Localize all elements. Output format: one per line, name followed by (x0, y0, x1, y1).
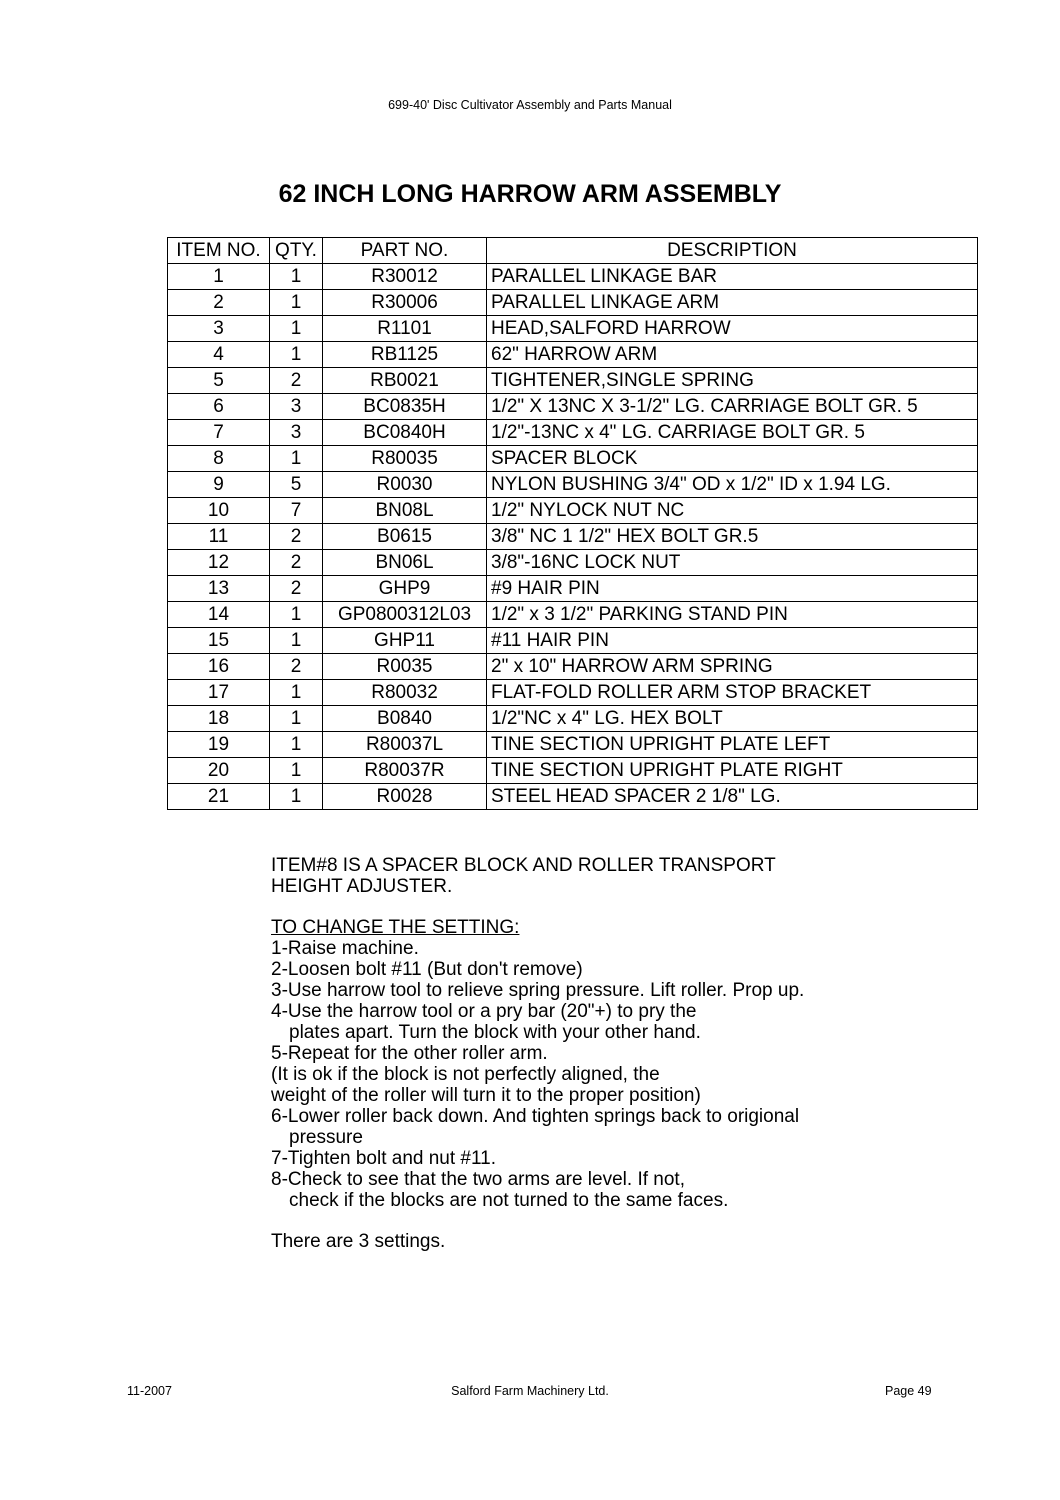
setting-notes (271, 855, 971, 1252)
manual-header: 699-40' Disc Cultivator Assembly and Parts Manual (388, 98, 672, 112)
item-no-cell: 3 (168, 316, 270, 342)
description-cell: 1/2" X 13NC X 3-1/2" LG. CARRIAGE BOLT GR. 5 (487, 394, 978, 420)
table-row (168, 654, 978, 680)
table-row (168, 342, 978, 368)
qty-cell: 1 (270, 680, 323, 706)
parts-table-body (168, 264, 978, 810)
header-item-no: ITEM NO. (168, 238, 270, 264)
part-no-cell: RB1125 (323, 342, 487, 368)
note-step-8-cont: check if the blocks are not turned to the same faces. (289, 1190, 729, 1211)
note-step-1: 1-Raise machine. (271, 938, 419, 959)
note-step-6-cont: pressure (289, 1127, 363, 1148)
item-no-cell: 7 (168, 420, 270, 446)
description-cell: 62" HARROW ARM (487, 342, 978, 368)
table-row (168, 758, 978, 784)
part-no-cell: BC0840H (323, 420, 487, 446)
description-cell: #9 HAIR PIN (487, 576, 978, 602)
note-settings-count: There are 3 settings. (271, 1231, 446, 1252)
item-no-cell: 5 (168, 368, 270, 394)
description-cell: SPACER BLOCK (487, 446, 978, 472)
footer-page-number: Page 49 (885, 1384, 932, 1398)
part-no-cell: R1101 (323, 316, 487, 342)
note-heading: TO CHANGE THE SETTING: (271, 917, 520, 938)
qty-cell: 2 (270, 576, 323, 602)
footer-company: Salford Farm Machinery Ltd. (451, 1384, 609, 1398)
part-no-cell: B0840 (323, 706, 487, 732)
part-no-cell: R0035 (323, 654, 487, 680)
item-no-cell: 8 (168, 446, 270, 472)
note-step-4: 4-Use the harrow tool or a pry bar (20"+) to pry the (271, 1001, 697, 1022)
part-no-cell: BN06L (323, 550, 487, 576)
part-no-cell: GHP11 (323, 628, 487, 654)
description-cell: 1/2" NYLOCK NUT NC (487, 498, 978, 524)
qty-cell: 1 (270, 628, 323, 654)
table-row (168, 316, 978, 342)
description-cell: STEEL HEAD SPACER 2 1/8" LG. (487, 784, 978, 810)
item-no-cell: 4 (168, 342, 270, 368)
item-no-cell: 1 (168, 264, 270, 290)
note-step-3: 3-Use harrow tool to relieve spring pressure. Lift roller. Prop up. (271, 980, 805, 1001)
part-no-cell: R80037L (323, 732, 487, 758)
table-row (168, 420, 978, 446)
table-row (168, 784, 978, 810)
footer-date: 11-2007 (127, 1384, 172, 1398)
note-step-5: 5-Repeat for the other roller arm. (271, 1043, 548, 1064)
table-row (168, 732, 978, 758)
part-no-cell: GHP9 (323, 576, 487, 602)
header-qty: QTY. (270, 238, 323, 264)
description-cell: PARALLEL LINKAGE ARM (487, 290, 978, 316)
note-step-2: 2-Loosen bolt #11 (But don't remove) (271, 959, 583, 980)
qty-cell: 1 (270, 784, 323, 810)
table-row (168, 368, 978, 394)
table-row (168, 680, 978, 706)
part-no-cell: RB0021 (323, 368, 487, 394)
item-no-cell: 2 (168, 290, 270, 316)
part-no-cell: BN08L (323, 498, 487, 524)
qty-cell: 2 (270, 550, 323, 576)
part-no-cell: R30006 (323, 290, 487, 316)
item-no-cell: 16 (168, 654, 270, 680)
table-row (168, 264, 978, 290)
item-no-cell: 9 (168, 472, 270, 498)
note-step-6: 6-Lower roller back down. And tighten springs back to origional (271, 1106, 800, 1127)
table-row (168, 394, 978, 420)
qty-cell: 3 (270, 394, 323, 420)
note-step-8: 8-Check to see that the two arms are level. If not, (271, 1169, 685, 1190)
qty-cell: 1 (270, 758, 323, 784)
qty-cell: 3 (270, 420, 323, 446)
qty-cell: 2 (270, 524, 323, 550)
note-step-5-aside-cont: weight of the roller will turn it to the proper position) (271, 1085, 701, 1106)
qty-cell: 1 (270, 316, 323, 342)
note-step-4-cont: plates apart. Turn the block with your other hand. (289, 1022, 701, 1043)
item-no-cell: 11 (168, 524, 270, 550)
parts-table (167, 237, 978, 810)
part-no-cell: GP0800312L03 (323, 602, 487, 628)
qty-cell: 2 (270, 654, 323, 680)
item-no-cell: 6 (168, 394, 270, 420)
item-no-cell: 12 (168, 550, 270, 576)
qty-cell: 1 (270, 264, 323, 290)
part-no-cell: R80037R (323, 758, 487, 784)
part-no-cell: BC0835H (323, 394, 487, 420)
description-cell: 3/8"-16NC LOCK NUT (487, 550, 978, 576)
qty-cell: 1 (270, 342, 323, 368)
description-cell: PARALLEL LINKAGE BAR (487, 264, 978, 290)
description-cell: TINE SECTION UPRIGHT PLATE LEFT (487, 732, 978, 758)
part-no-cell: R0030 (323, 472, 487, 498)
part-no-cell: B0615 (323, 524, 487, 550)
note-intro-line-1: ITEM#8 IS A SPACER BLOCK AND ROLLER TRANSPORT (271, 855, 776, 876)
description-cell: 2" x 10" HARROW ARM SPRING (487, 654, 978, 680)
item-no-cell: 19 (168, 732, 270, 758)
description-cell: TIGHTENER,SINGLE SPRING (487, 368, 978, 394)
table-row (168, 290, 978, 316)
table-header-row (168, 238, 978, 264)
description-cell: HEAD,SALFORD HARROW (487, 316, 978, 342)
table-row (168, 602, 978, 628)
note-intro-line-2: HEIGHT ADJUSTER. (271, 876, 453, 897)
note-step-7: 7-Tighten bolt and nut #11. (271, 1148, 496, 1169)
description-cell: 3/8" NC 1 1/2" HEX BOLT GR.5 (487, 524, 978, 550)
qty-cell: 1 (270, 446, 323, 472)
qty-cell: 2 (270, 368, 323, 394)
item-no-cell: 20 (168, 758, 270, 784)
item-no-cell: 15 (168, 628, 270, 654)
description-cell: #11 HAIR PIN (487, 628, 978, 654)
description-cell: FLAT-FOLD ROLLER ARM STOP BRACKET (487, 680, 978, 706)
part-no-cell: R0028 (323, 784, 487, 810)
header-description: DESCRIPTION (487, 238, 978, 264)
table-row (168, 628, 978, 654)
item-no-cell: 21 (168, 784, 270, 810)
description-cell: 1/2"-13NC x 4" LG. CARRIAGE BOLT GR. 5 (487, 420, 978, 446)
table-row (168, 498, 978, 524)
table-row (168, 576, 978, 602)
note-step-5-aside: (It is ok if the block is not perfectly aligned, the (271, 1064, 660, 1085)
table-row (168, 524, 978, 550)
item-no-cell: 17 (168, 680, 270, 706)
description-cell: 1/2" x 3 1/2" PARKING STAND PIN (487, 602, 978, 628)
qty-cell: 1 (270, 732, 323, 758)
item-no-cell: 14 (168, 602, 270, 628)
header-part-no: PART NO. (323, 238, 487, 264)
description-cell: 1/2"NC x 4" LG. HEX BOLT (487, 706, 978, 732)
item-no-cell: 10 (168, 498, 270, 524)
table-row (168, 550, 978, 576)
description-cell: TINE SECTION UPRIGHT PLATE RIGHT (487, 758, 978, 784)
qty-cell: 1 (270, 602, 323, 628)
part-no-cell: R80032 (323, 680, 487, 706)
table-row (168, 472, 978, 498)
table-row (168, 446, 978, 472)
qty-cell: 1 (270, 706, 323, 732)
item-no-cell: 13 (168, 576, 270, 602)
qty-cell: 5 (270, 472, 323, 498)
part-no-cell: R80035 (323, 446, 487, 472)
description-cell: NYLON BUSHING 3/4" OD x 1/2" ID x 1.94 LG. (487, 472, 978, 498)
qty-cell: 7 (270, 498, 323, 524)
qty-cell: 1 (270, 290, 323, 316)
table-row (168, 706, 978, 732)
item-no-cell: 18 (168, 706, 270, 732)
page-title: 62 INCH LONG HARROW ARM ASSEMBLY (278, 180, 782, 208)
part-no-cell: R30012 (323, 264, 487, 290)
